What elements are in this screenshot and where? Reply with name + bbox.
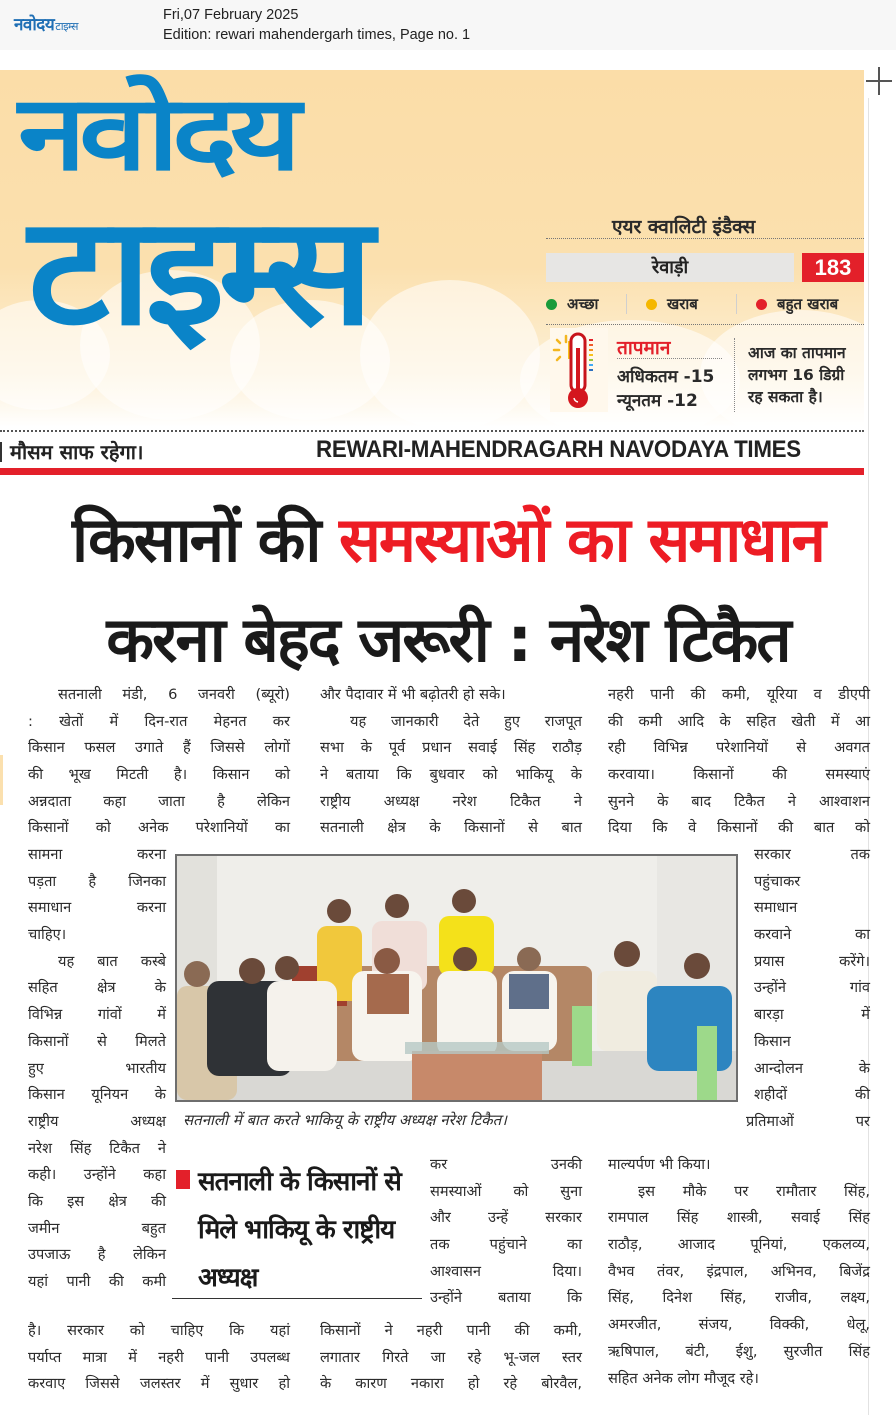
text-line: तक पहुंचाने का xyxy=(430,1236,582,1254)
text-line: समस्याओं को सुना xyxy=(430,1182,582,1200)
text-line: अमरजीत, संजय, विक्की, धेलू, xyxy=(608,1316,870,1334)
text-line: नरेश सिंह टिकैत ने xyxy=(28,1139,166,1157)
text-line: यहां पानी की कमी xyxy=(28,1273,166,1290)
text-line: ने बताया कि बुधवार को भाकियू के xyxy=(320,766,582,784)
divider xyxy=(172,1298,422,1299)
cloud-decoration xyxy=(360,280,540,427)
weather-text: मौसम साफ रहेगा। xyxy=(10,440,144,464)
article-column-3-bottom xyxy=(608,1152,870,1392)
text-line: जमीन बहुत xyxy=(28,1219,166,1237)
text-line: सभा के पूर्व प्रधान सवाई सिंह राठौड़ xyxy=(320,739,582,757)
text-line: की भूख मिटती है। किसान को xyxy=(28,766,290,784)
yellow-dot-icon xyxy=(646,299,657,310)
text-line: माल्यर्पण भी किया। xyxy=(608,1156,711,1173)
legend-bad xyxy=(646,294,698,314)
text-line: वैभव तंवर, इंद्रपाल, अभिनव, बिजेंद्र xyxy=(608,1262,870,1280)
photo-caption: सतनाली में बात करते भाकियू के राष्ट्रीय अध्यक्ष नरेश टिकैत। xyxy=(183,1111,507,1129)
text-line: पहुंचाकर xyxy=(754,872,801,890)
text-line: शहीदों की xyxy=(754,1086,870,1104)
article-column-2-bottom xyxy=(320,1318,582,1398)
text-line: कर उनकी xyxy=(430,1156,582,1173)
aqi-city: रेवाड़ी xyxy=(546,253,794,282)
text-line: प्रयास करेंगे। xyxy=(754,952,870,970)
divider xyxy=(0,430,864,432)
divider xyxy=(626,294,627,314)
edition-info: Edition: rewari mahendergarh times, Page no. 1 xyxy=(163,27,471,43)
aqi-legend xyxy=(546,294,864,314)
headline-red-part: समस्याओं का समाधान xyxy=(338,503,824,576)
text-line: सुनने के बाद टिकैत ने आश्वाशन xyxy=(608,792,870,810)
note-line: आज का तापमान xyxy=(748,344,846,362)
headline-line2: करना बेहद जरूरी : नरेश टिकैत xyxy=(106,603,790,676)
legend-very-bad xyxy=(756,294,838,314)
legend-good xyxy=(546,294,598,314)
text-line: करवाए जिससे जलस्तर में सुधार हो xyxy=(28,1375,290,1393)
divider xyxy=(734,338,735,412)
headline-black-part: किसानों की xyxy=(72,503,339,576)
text-line: ऋषिपाल, बंटी, ईशु, सुरजीत सिंह xyxy=(608,1342,870,1360)
edition-strip: REWARI-MAHENDRAGARH NAVODAYA TIMES xyxy=(316,436,801,463)
legend-label: बहुत खराब xyxy=(777,295,839,313)
text-line: सहित क्षेत्र के xyxy=(28,979,166,997)
text-line: सतनाली क्षेत्र के किसानों से बात xyxy=(320,819,582,837)
text-line: इस मौके पर रामौतार सिंह, xyxy=(638,1182,870,1200)
cut-letter xyxy=(0,442,4,462)
temperature-max: अधिकतम -15 xyxy=(617,367,715,387)
edition-date: Fri,07 February 2025 xyxy=(163,7,299,23)
text-line: आश्वासन दिया। xyxy=(430,1262,582,1280)
text-line: राठौड़, आजाद पूनियां, एकलव्य, xyxy=(608,1236,870,1254)
text-line: नहरी पानी की कमी, यूरिया व डीएपी xyxy=(608,686,870,703)
text-line: और पैदावार में भी बढ़ोतरी हो सके। xyxy=(320,686,506,703)
text-line: और उन्हें सरकार xyxy=(430,1209,582,1227)
text-line: किसान xyxy=(754,1032,791,1050)
text-line: हुए भारतीय xyxy=(28,1059,166,1077)
text-line: प्रतिमाओं पर xyxy=(746,1112,870,1130)
article-column-2-mid xyxy=(430,1152,582,1312)
text-line: चाहिए। xyxy=(28,926,67,944)
text-line: किसान फसल उगाते हैं जिससे लोगों xyxy=(28,739,290,757)
text-line: सहित अनेक लोग मौजूद रहे। xyxy=(608,1369,759,1387)
text-line: किसान यूनियन के xyxy=(28,1086,166,1104)
article-column-1-narrow xyxy=(28,842,166,1296)
text-line: करवाने का xyxy=(754,926,870,944)
text-line: उन्होंने बताया कि xyxy=(430,1289,582,1307)
headline-line1 xyxy=(0,500,896,580)
note-line: रह सकता है। xyxy=(748,388,823,406)
text-line: उन्होंने गांव xyxy=(754,979,870,997)
text-line: की कमी आदि के सहित खेती में आ xyxy=(608,712,870,730)
viewer-brand-logo[interactable] xyxy=(14,12,78,35)
article-photo[interactable] xyxy=(175,854,738,1102)
legend-label: अच्छा xyxy=(567,295,599,313)
masthead xyxy=(0,70,864,427)
article-column-1-bottom xyxy=(28,1318,290,1398)
text-line: राष्ट्रीय अध्यक्ष नरेश टिकैत ने xyxy=(320,792,582,810)
text-line: किसानों को अनेक परेशानियों का xyxy=(28,819,290,837)
divider xyxy=(546,238,864,239)
crosshair-icon xyxy=(866,67,892,95)
brand-main: नवोदय xyxy=(14,15,55,35)
text-line: यह जानकारी देते हुए राजपूत xyxy=(350,712,582,730)
note-line: लगभग 16 डिग्री xyxy=(748,366,845,384)
text-line: दिया कि वे किसानों की बात को xyxy=(608,819,870,837)
adjacent-article-edge xyxy=(0,755,3,805)
text-line: बारड़ा में xyxy=(754,1006,870,1024)
article-subheading xyxy=(176,1158,416,1302)
text-line: उपजाऊ है लेकिन xyxy=(28,1246,166,1264)
aqi-value-badge: 183 xyxy=(802,253,864,282)
text-line: करवाया। किसानों की समस्याएं xyxy=(608,766,870,784)
article-column-1-top xyxy=(28,682,290,842)
red-rule xyxy=(0,468,864,475)
text-line: कि इस क्षेत्र की xyxy=(28,1192,166,1210)
text-line: किसानों से मिलते xyxy=(28,1032,166,1050)
viewer-header xyxy=(0,0,896,50)
text-line: सतनाली मंडी, 6 जनवरी (ब्यूरो) xyxy=(58,686,290,703)
text-line: : खेतों में दिन-रात मेहनत कर xyxy=(28,712,290,730)
text-line: रामपाल सिंह शास्त्री, सवाई सिंह xyxy=(608,1209,870,1227)
temperature-min: न्यूनतम -12 xyxy=(617,391,698,411)
text-line: कही। उन्होंने कहा xyxy=(28,1166,166,1184)
text-line: यह बात कस्बे xyxy=(58,952,166,970)
text-line: सामना करना xyxy=(28,846,166,863)
text-line: विभिन्न गांवों में xyxy=(28,1006,166,1024)
text-line: किसानों ने नहरी पानी की कमी, xyxy=(320,1322,582,1339)
divider xyxy=(617,358,722,359)
text-line: समाधान xyxy=(754,899,798,917)
text-line: है। सरकार को चाहिए कि यहां xyxy=(28,1322,290,1339)
subheading-text: सतनाली के किसानों से मिले भाकियू के राष्ट्रीय अध्यक्ष xyxy=(198,1167,401,1293)
text-line: लगातार गिरते जा रहे भू-जल स्तर xyxy=(320,1348,582,1366)
aqi-title: एयर क्वालिटी इंडैक्स xyxy=(612,216,756,238)
brand-sub: टाइम्स xyxy=(55,20,78,33)
legend-label: खराब xyxy=(667,295,698,313)
text-line: सिंह, दिनेश सिंह, राजीव, लक्ष्य, xyxy=(608,1289,870,1307)
edition-meta xyxy=(163,5,470,45)
newspaper-logo-line2: टाइम्स xyxy=(28,185,368,359)
text-line: आन्दोलन के xyxy=(754,1059,870,1077)
article-column-2-top xyxy=(320,682,582,842)
text-line: राष्ट्रीय अध्यक्ष xyxy=(28,1112,166,1130)
weather-strip xyxy=(0,438,144,465)
green-dot-icon xyxy=(546,299,557,310)
thermometer-sun-icon xyxy=(550,328,608,412)
newspaper-logo-line1: नवोदय xyxy=(18,72,295,194)
text-line: समाधान करना xyxy=(28,899,166,917)
divider xyxy=(736,294,737,314)
text-line: पड़ता है जिनका xyxy=(28,872,166,890)
article-column-3-narrow xyxy=(746,842,870,1136)
divider xyxy=(546,324,864,325)
temperature-note xyxy=(748,342,864,408)
text-line: अन्नदाता कहा जाता है लेकिन xyxy=(28,792,290,810)
text-line: पर्याप्त मात्रा में नहरी पानी उपलब्ध xyxy=(28,1348,290,1366)
group-photo-illustration xyxy=(177,856,736,1100)
text-line: के कारण नकारा हो रहे बोरवैल, xyxy=(320,1375,582,1393)
text-line: रही विभिन्न परेशानियों से अवगत xyxy=(608,739,870,757)
red-dot-icon xyxy=(756,299,767,310)
temperature-title: तापमान xyxy=(617,337,671,359)
text-line: सरकार तक xyxy=(754,846,870,863)
article-column-3-top xyxy=(608,682,870,842)
